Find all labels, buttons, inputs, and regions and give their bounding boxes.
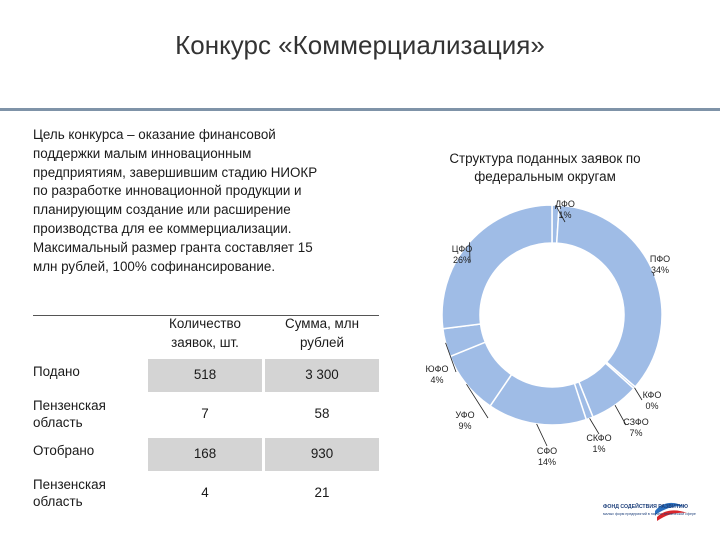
slice-value-label: 9% (458, 421, 472, 431)
row-sum: 21 (314, 485, 330, 500)
row-count: 168 (193, 446, 217, 461)
row-count: 4 (201, 485, 209, 500)
row-label: Пензенская область (33, 477, 106, 509)
slice-value-label: 26% (452, 255, 472, 265)
donut-slice-цфо (442, 205, 552, 329)
slice-value-label: 7% (629, 428, 643, 438)
slice-name-label: КФО (642, 390, 662, 400)
row-label: Отобрано (33, 443, 95, 458)
header-count: Количество заявок, шт. (169, 316, 241, 350)
row-sum: 3 300 (305, 367, 339, 382)
row-sum: 930 (310, 446, 334, 461)
slice-name-label: ЦФО (451, 244, 473, 254)
description-line: млн рублей, 100% софинансирование. (33, 258, 276, 274)
row-sum: 58 (314, 406, 330, 421)
slice-value-label: 0% (645, 401, 659, 411)
slice-name-label: ДФО (555, 199, 575, 209)
slice-name-label: ЮФО (425, 364, 449, 374)
leader-line (537, 424, 547, 446)
description-line: Цель конкурса – оказание финансовой (33, 127, 276, 142)
description-line: предприятиям, завершившим стадию НИОКР (33, 164, 318, 180)
description-line: производства для ее коммерциализации. (33, 220, 292, 236)
slide-title: Конкурс «Коммерциализация» (175, 30, 545, 60)
slice-value-label: 1% (592, 444, 606, 454)
donut-slice-пфо (557, 205, 662, 387)
description-line: поддержки малым инновационным (33, 145, 252, 161)
slice-name-label: СФО (536, 446, 558, 456)
slice-name-label: УФО (455, 410, 475, 420)
chart-title: Структура поданных заявок по федеральным округам (449, 151, 641, 184)
row-label: Подано (33, 364, 80, 379)
fund-logo (603, 502, 696, 521)
description-line: планирующим создание или расширение (33, 202, 291, 218)
slice-name-label: СЗФО (623, 417, 649, 427)
slice-value-label: 14% (537, 457, 557, 467)
logo-tagline: малых форм предприятий в научно-технической сфере (603, 512, 696, 516)
logo-name: ФОНД СОДЕЙСТВИЯ РАЗВИТИЮ (603, 504, 688, 510)
description-line: по разработке инновационной продукции и (33, 183, 302, 199)
leader-line (635, 388, 642, 400)
slice-name-label: СКФО (586, 433, 612, 443)
slice-name-label: ПФО (649, 254, 671, 264)
row-label: Пензенская область (33, 398, 106, 430)
row-count: 7 (201, 406, 209, 421)
row-count: 518 (193, 367, 217, 382)
header-sum: Сумма, млн рублей (285, 316, 359, 350)
slice-value-label: 1% (558, 210, 572, 220)
leader-line (590, 418, 599, 434)
slice-value-label: 34% (650, 265, 670, 275)
slice-value-label: 4% (430, 375, 444, 385)
description-line: Максимальный размер гранта составляет 15 (33, 239, 313, 255)
